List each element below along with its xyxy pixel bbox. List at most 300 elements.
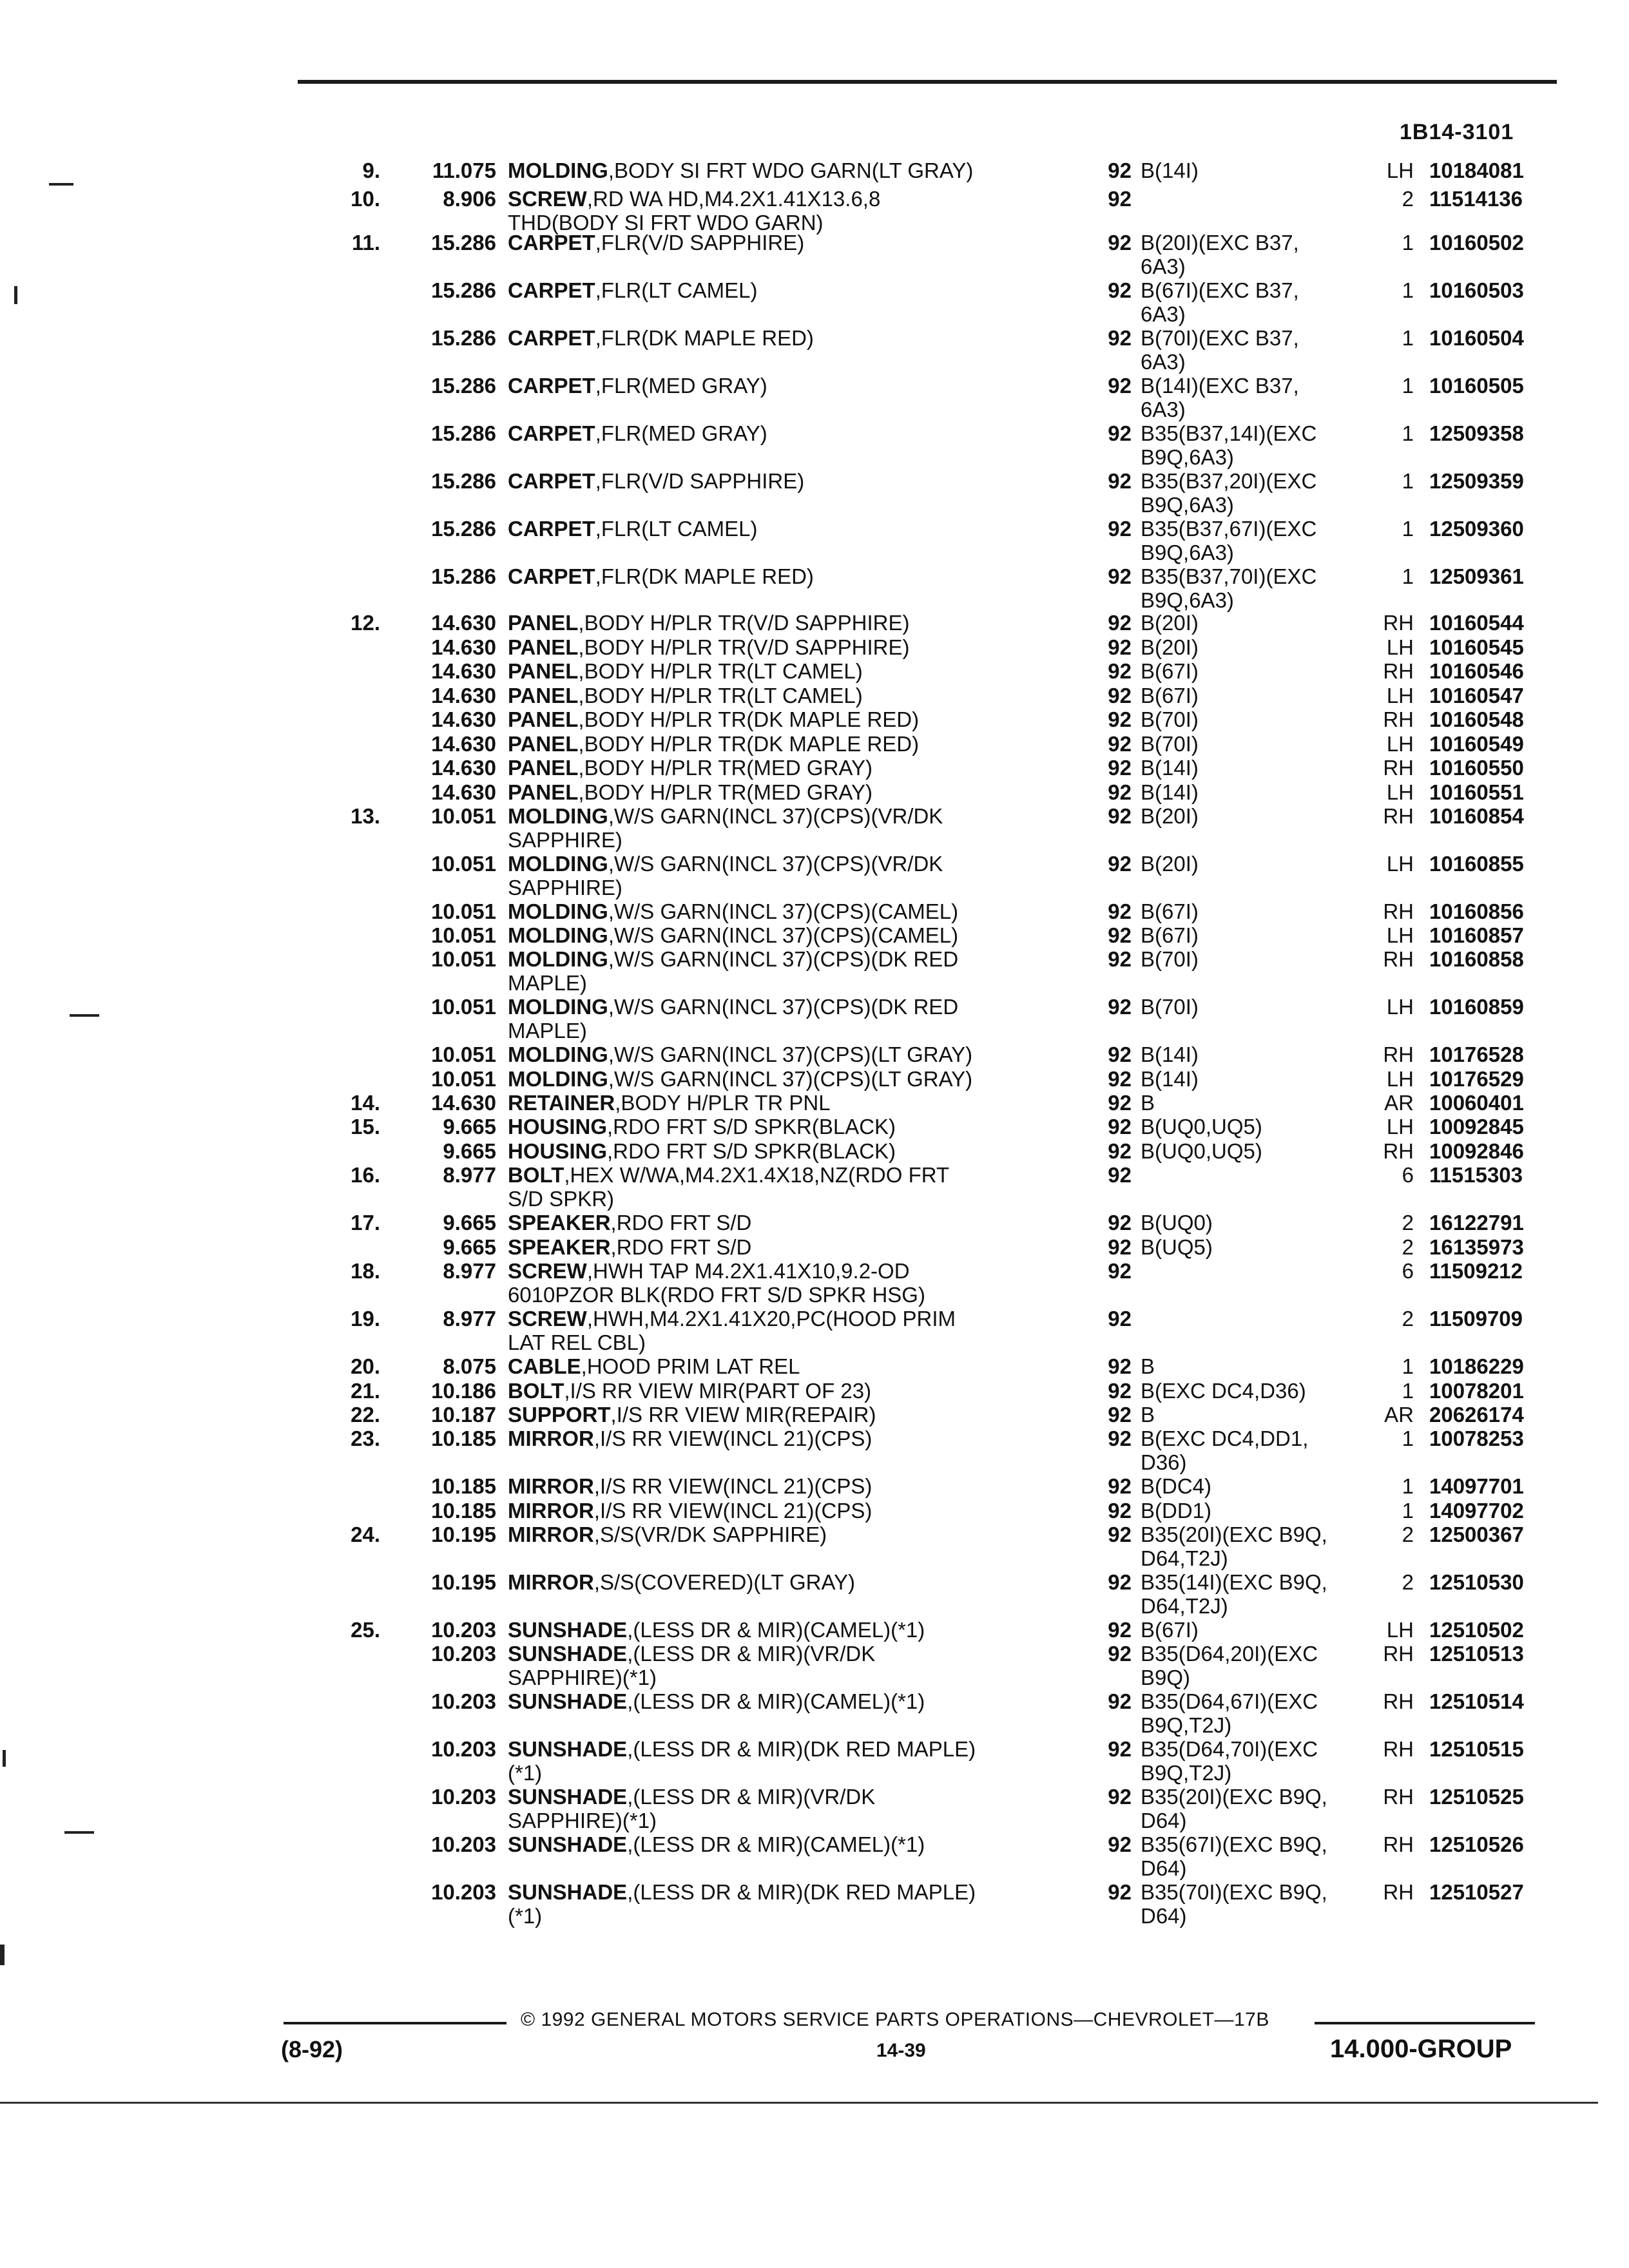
part-detail: ,BODY SI FRT WDO GARN(LT GRAY): [608, 159, 974, 182]
part-number: 10160547: [1429, 684, 1524, 707]
part-name: SUNSHADE: [508, 1832, 628, 1856]
part-number: 10160545: [1429, 635, 1524, 659]
part-name: PANEL: [508, 780, 579, 804]
part-name: MOLDING: [508, 159, 608, 182]
part-name: PANEL: [508, 635, 579, 659]
application: B(67I): [1141, 659, 1199, 683]
part-name: SUNSHADE: [508, 1689, 628, 1713]
model-year: 92: [1108, 923, 1132, 947]
model-year: 92: [1108, 1043, 1132, 1066]
model-year: 92: [1108, 684, 1132, 707]
quantity: LH: [1386, 684, 1414, 707]
part-description: [508, 1067, 972, 1091]
part-description-continued: SAPPHIRE)(*1): [508, 1666, 657, 1689]
quantity: RH: [1383, 1043, 1414, 1066]
item-number: 19.: [351, 1307, 380, 1331]
application-continued: B9Q): [1141, 1666, 1191, 1689]
part-name: CARPET: [508, 421, 595, 445]
part-description-continued: SAPPHIRE)(*1): [508, 1809, 657, 1832]
quantity: 1: [1402, 469, 1414, 493]
quantity: 2: [1402, 1523, 1414, 1546]
part-detail: ,W/S GARN(INCL 37)(CPS)(DK RED: [608, 995, 959, 1019]
quantity: 1: [1402, 1427, 1414, 1450]
part-detail: ,(LESS DR & MIR)(CAMEL)(*1): [627, 1832, 925, 1856]
part-detail: ,W/S GARN(INCL 37)(CPS)(LT GRAY): [608, 1067, 973, 1091]
part-detail: ,W/S GARN(INCL 37)(CPS)(DK RED: [608, 947, 959, 971]
item-number: 10.: [351, 187, 380, 211]
item-number: 23.: [351, 1427, 380, 1450]
part-description-continued: (*1): [508, 1904, 543, 1928]
group-number: 9.665: [443, 1211, 496, 1235]
part-number: 10160502: [1429, 231, 1524, 255]
application: B(14I): [1141, 780, 1199, 804]
part-number: 10160546: [1429, 659, 1524, 683]
part-description: [508, 732, 919, 756]
part-description: [508, 159, 973, 182]
application-continued: B9Q,6A3): [1141, 541, 1234, 564]
part-detail: ,(LESS DR & MIR)(VR/DK: [627, 1785, 876, 1809]
part-detail: ,W/S GARN(INCL 37)(CPS)(CAMEL): [608, 899, 959, 923]
item-number: 20.: [351, 1354, 380, 1378]
part-detail: ,HWH TAP M4.2X1.41X10,9.2-OD: [586, 1259, 910, 1283]
quantity: 1: [1402, 278, 1414, 302]
part-detail: ,FLR(MED GRAY): [595, 421, 767, 445]
footer-rule-left: [284, 2022, 506, 2024]
model-year: 92: [1108, 1880, 1132, 1904]
part-detail: ,I/S RR VIEW MIR(REPAIR): [610, 1403, 876, 1427]
part-description: [508, 1163, 949, 1187]
binding-mark: [14, 286, 17, 304]
group-number: 10.195: [431, 1570, 496, 1594]
group-number: 8.906: [443, 187, 496, 211]
group-number: 14.630: [431, 732, 496, 756]
quantity: RH: [1383, 1642, 1414, 1666]
part-description: [508, 780, 872, 804]
part-detail: ,BODY H/PLR TR(MED GRAY): [578, 756, 872, 780]
group-number: 10.203: [431, 1880, 496, 1904]
part-name: MOLDING: [508, 852, 608, 876]
group-number: 15.286: [431, 374, 496, 398]
part-number: 10160858: [1429, 947, 1524, 971]
model-year: 92: [1108, 1737, 1132, 1761]
part-description: [508, 899, 958, 923]
model-year: 92: [1108, 564, 1132, 588]
quantity: 2: [1402, 187, 1414, 211]
model-year: 92: [1108, 1139, 1132, 1163]
item-number: 12.: [351, 611, 380, 635]
quantity: RH: [1383, 756, 1414, 780]
quantity: 1: [1402, 231, 1414, 255]
part-detail: ,RD WA HD,M4.2X1.41X13.6,8: [586, 187, 881, 211]
quantity: 1: [1402, 1379, 1414, 1403]
model-year: 92: [1108, 469, 1132, 493]
model-year: 92: [1108, 187, 1132, 211]
application: B35(B37,14I)(EXC: [1141, 421, 1317, 445]
part-number: 11514136: [1429, 187, 1523, 211]
part-name: SCREW: [508, 1307, 587, 1331]
item-number: 22.: [351, 1403, 380, 1427]
group-number: 10.186: [431, 1379, 496, 1403]
application: B(UQ5): [1141, 1235, 1213, 1259]
part-detail: ,FLR(V/D SAPPHIRE): [595, 231, 805, 255]
model-year: 92: [1108, 1403, 1132, 1427]
part-detail: ,I/S RR VIEW(INCL 21)(CPS): [593, 1474, 872, 1498]
group-number: 8.075: [443, 1354, 496, 1378]
part-detail: ,W/S GARN(INCL 37)(CPS)(VR/DK: [608, 804, 943, 828]
part-name: HOUSING: [508, 1139, 608, 1163]
part-number: 10092845: [1429, 1115, 1524, 1139]
application: B(20I): [1141, 852, 1199, 876]
group-number: 8.977: [443, 1307, 496, 1331]
quantity: LH: [1386, 852, 1414, 876]
group-number: 15.286: [431, 278, 496, 302]
model-year: 92: [1108, 1235, 1132, 1259]
part-number: 10160551: [1429, 780, 1524, 804]
application: B35(20I)(EXC B9Q,: [1141, 1785, 1327, 1809]
model-year: 92: [1108, 1499, 1132, 1523]
quantity: RH: [1383, 707, 1414, 731]
item-number: 16.: [351, 1163, 380, 1187]
application: B(67I): [1141, 899, 1199, 923]
part-number: 10160550: [1429, 756, 1524, 780]
part-detail: ,HOOD PRIM LAT REL: [581, 1354, 800, 1378]
application: B(14I): [1141, 159, 1199, 182]
model-year: 92: [1108, 635, 1132, 659]
group-number: 15.286: [431, 231, 496, 255]
application: B(70I): [1141, 707, 1199, 731]
part-name: BOLT: [508, 1379, 564, 1403]
application: B(14I): [1141, 756, 1199, 780]
part-name: SCREW: [508, 187, 587, 211]
application: B(14I): [1141, 1067, 1199, 1091]
part-number: 10160855: [1429, 852, 1524, 876]
part-detail: ,(LESS DR & MIR)(DK RED MAPLE): [627, 1737, 976, 1761]
part-detail: ,(LESS DR & MIR)(CAMEL)(*1): [627, 1618, 925, 1642]
model-year: 92: [1108, 1523, 1132, 1546]
part-description: [508, 1043, 972, 1066]
part-name: PANEL: [508, 756, 579, 780]
application: B(EXC DC4,D36): [1141, 1379, 1306, 1403]
part-detail: ,RDO FRT S/D: [610, 1211, 752, 1235]
part-number: 10160856: [1429, 899, 1524, 923]
part-description: [508, 1570, 855, 1594]
part-description-continued: SAPPHIRE): [508, 828, 622, 852]
application-continued: D64): [1141, 1809, 1187, 1832]
item-number: 9.: [362, 159, 380, 182]
part-name: MOLDING: [508, 804, 608, 828]
part-number: 12510527: [1429, 1880, 1524, 1904]
application-continued: B9Q,6A3): [1141, 588, 1234, 612]
quantity: RH: [1383, 659, 1414, 683]
part-name: SUNSHADE: [508, 1785, 628, 1809]
part-number: 10078253: [1429, 1427, 1524, 1450]
binding-mark: [64, 1831, 94, 1834]
part-number: 12510525: [1429, 1785, 1524, 1809]
application-continued: D64): [1141, 1904, 1187, 1928]
part-description: [508, 1832, 925, 1856]
group-number: 14.630: [431, 780, 496, 804]
model-year: 92: [1108, 995, 1132, 1019]
part-detail: ,RDO FRT S/D SPKR(BLACK): [607, 1139, 896, 1163]
model-year: 92: [1108, 374, 1132, 398]
part-number: 10160504: [1429, 326, 1524, 350]
footer-date: (8-92): [281, 2036, 343, 2062]
item-number: 24.: [351, 1523, 380, 1546]
model-year: 92: [1108, 1427, 1132, 1450]
part-description: [508, 923, 958, 947]
quantity: RH: [1383, 611, 1414, 635]
application: B(67I): [1141, 684, 1199, 707]
quantity: 6: [1402, 1259, 1414, 1283]
model-year: 92: [1108, 1618, 1132, 1642]
model-year: 92: [1108, 852, 1132, 876]
item-number: 18.: [351, 1259, 380, 1283]
part-detail: ,FLR(DK MAPLE RED): [595, 326, 814, 350]
part-name: MIRROR: [508, 1570, 594, 1594]
part-number: 11509212: [1429, 1259, 1523, 1283]
part-name: CARPET: [508, 517, 595, 541]
group-number: 15.286: [431, 421, 496, 445]
part-description: [508, 469, 804, 493]
part-number: 10078201: [1429, 1379, 1524, 1403]
group-number: 10.051: [431, 1043, 496, 1066]
part-detail: ,I/S RR VIEW(INCL 21)(CPS): [593, 1427, 872, 1450]
part-detail: ,RDO FRT S/D: [610, 1235, 752, 1259]
part-description-continued: 6010PZOR BLK(RDO FRT S/D SPKR HSG): [508, 1283, 925, 1307]
footer-group: 14.000-GROUP: [1330, 2035, 1512, 2063]
item-number: 11.: [351, 231, 380, 255]
quantity: 2: [1402, 1211, 1414, 1235]
part-number: 10160548: [1429, 707, 1524, 731]
part-name: HOUSING: [508, 1115, 608, 1139]
part-description: [508, 1379, 871, 1403]
part-detail: ,(LESS DR & MIR)(DK RED MAPLE): [627, 1880, 976, 1904]
group-number: 14.630: [431, 756, 496, 780]
application-continued: D64): [1141, 1856, 1187, 1880]
group-number: 10.195: [431, 1523, 496, 1546]
part-description-continued: S/D SPKR): [508, 1187, 615, 1211]
model-year: 92: [1108, 1832, 1132, 1856]
quantity: RH: [1383, 1139, 1414, 1163]
model-year: 92: [1108, 1354, 1132, 1378]
application-continued: D64,T2J): [1141, 1546, 1228, 1570]
model-year: 92: [1108, 804, 1132, 828]
quantity: 1: [1402, 564, 1414, 588]
application-continued: 6A3): [1141, 255, 1186, 278]
part-detail: ,FLR(DK MAPLE RED): [595, 564, 814, 588]
part-description: [508, 1259, 910, 1283]
part-number: 11509709: [1429, 1307, 1523, 1331]
quantity: RH: [1383, 947, 1414, 971]
quantity: 1: [1402, 374, 1414, 398]
part-name: CARPET: [508, 326, 595, 350]
binding-mark: [70, 1014, 99, 1017]
part-number: 14097701: [1429, 1474, 1524, 1498]
part-name: SUNSHADE: [508, 1880, 628, 1904]
application: B(14I): [1141, 1043, 1199, 1066]
application: B(70I): [1141, 947, 1199, 971]
model-year: 92: [1108, 421, 1132, 445]
group-number: 15.286: [431, 326, 496, 350]
group-number: 10.203: [431, 1689, 496, 1713]
application: B: [1141, 1354, 1155, 1378]
model-year: 92: [1108, 1689, 1132, 1713]
part-number: 10160505: [1429, 374, 1524, 398]
model-year: 92: [1108, 1163, 1132, 1187]
part-description: [508, 1689, 925, 1713]
application: B(20I)(EXC B37,: [1141, 231, 1299, 255]
application: B(UQ0,UQ5): [1141, 1115, 1262, 1139]
part-detail: ,FLR(MED GRAY): [595, 374, 767, 398]
part-detail: ,(LESS DR & MIR)(CAMEL)(*1): [627, 1689, 925, 1713]
application: B35(67I)(EXC B9Q,: [1141, 1832, 1327, 1856]
application: B(70I): [1141, 732, 1199, 756]
application: B(DC4): [1141, 1474, 1212, 1498]
part-description-continued: MAPLE): [508, 971, 587, 995]
part-description: [508, 1880, 976, 1904]
model-year: 92: [1108, 1259, 1132, 1283]
part-name: MOLDING: [508, 995, 608, 1019]
model-year: 92: [1108, 1570, 1132, 1594]
application-continued: B9Q,6A3): [1141, 493, 1234, 517]
part-number: 10184081: [1429, 159, 1524, 182]
part-description: [508, 995, 958, 1019]
quantity: LH: [1386, 995, 1414, 1019]
application: B: [1141, 1091, 1155, 1115]
application: B35(B37,20I)(EXC: [1141, 469, 1317, 493]
part-detail: ,BODY H/PLR TR PNL: [615, 1091, 831, 1115]
quantity: RH: [1383, 1785, 1414, 1809]
part-description-continued: THD(BODY SI FRT WDO GARN): [508, 211, 824, 235]
quantity: RH: [1383, 1832, 1414, 1856]
quantity: 1: [1402, 1474, 1414, 1498]
part-name: PANEL: [508, 659, 579, 683]
quantity: LH: [1386, 159, 1414, 182]
binding-mark: [49, 183, 73, 186]
group-number: 9.665: [443, 1139, 496, 1163]
part-description: [508, 947, 958, 971]
item-number: 25.: [351, 1618, 380, 1642]
part-number: 10176529: [1429, 1067, 1524, 1091]
part-detail: ,BODY H/PLR TR(MED GRAY): [578, 780, 872, 804]
part-detail: ,BODY H/PLR TR(LT CAMEL): [578, 659, 863, 683]
part-name: SUPPORT: [508, 1403, 611, 1427]
binding-mark: [0, 1945, 5, 1965]
part-name: CABLE: [508, 1354, 581, 1378]
application-continued: D36): [1141, 1450, 1187, 1474]
group-number: 8.977: [443, 1163, 496, 1187]
part-name: MIRROR: [508, 1523, 594, 1546]
group-number: 10.051: [431, 1067, 496, 1091]
model-year: 92: [1108, 947, 1132, 971]
part-number: 10092846: [1429, 1139, 1524, 1163]
application: B35(D64,20I)(EXC: [1141, 1642, 1318, 1666]
application-continued: 6A3): [1141, 398, 1186, 421]
quantity: RH: [1383, 1689, 1414, 1713]
part-number: 10160859: [1429, 995, 1524, 1019]
application-continued: 6A3): [1141, 350, 1186, 374]
part-description: [508, 1737, 976, 1761]
part-description: [508, 635, 909, 659]
part-description: [508, 1427, 872, 1450]
part-name: SPEAKER: [508, 1235, 611, 1259]
part-description: [508, 659, 863, 683]
part-description: [508, 684, 863, 707]
quantity: LH: [1386, 635, 1414, 659]
part-detail: ,BODY H/PLR TR(LT CAMEL): [578, 684, 863, 707]
group-number: 10.203: [431, 1785, 496, 1809]
application: B(EXC DC4,DD1,: [1141, 1427, 1309, 1450]
part-name: MOLDING: [508, 1043, 608, 1066]
part-number: 10186229: [1429, 1354, 1524, 1378]
quantity: LH: [1386, 923, 1414, 947]
item-number: 21.: [351, 1379, 380, 1403]
part-number: 12509360: [1429, 517, 1524, 541]
part-description: [508, 1139, 896, 1163]
model-year: 92: [1108, 899, 1132, 923]
part-description: [508, 421, 767, 445]
model-year: 92: [1108, 659, 1132, 683]
part-number: 12510515: [1429, 1737, 1524, 1761]
part-number: 12510513: [1429, 1642, 1524, 1666]
part-name: CARPET: [508, 564, 595, 588]
quantity: RH: [1383, 1880, 1414, 1904]
part-number: 10060401: [1429, 1091, 1524, 1115]
part-name: SUNSHADE: [508, 1618, 628, 1642]
part-name: SUNSHADE: [508, 1642, 628, 1666]
part-name: PANEL: [508, 684, 579, 707]
group-number: 10.051: [431, 995, 496, 1019]
application: B35(D64,70I)(EXC: [1141, 1737, 1318, 1761]
part-description: [508, 852, 943, 876]
page-code: 1B14-3101: [1400, 120, 1514, 144]
quantity: 2: [1402, 1235, 1414, 1259]
model-year: 92: [1108, 1474, 1132, 1498]
part-description: [508, 1211, 751, 1235]
group-number: 10.185: [431, 1427, 496, 1450]
group-number: 9.665: [443, 1235, 496, 1259]
application: B35(14I)(EXC B9Q,: [1141, 1570, 1327, 1594]
model-year: 92: [1108, 159, 1132, 182]
application-continued: D64,T2J): [1141, 1594, 1228, 1618]
application: B(20I): [1141, 804, 1199, 828]
part-description: [508, 278, 758, 302]
part-number: 16122791: [1429, 1211, 1524, 1235]
group-number: 10.051: [431, 852, 496, 876]
part-name: PANEL: [508, 611, 579, 635]
model-year: 92: [1108, 1642, 1132, 1666]
footer-copyright: © 1992 GENERAL MOTORS SERVICE PARTS OPERATIONS—CHEVROLET—17B: [521, 2009, 1269, 2030]
item-number: 15.: [351, 1115, 380, 1139]
binding-mark: [3, 1750, 6, 1767]
application: B35(B37,67I)(EXC: [1141, 517, 1317, 541]
part-detail: ,HEX W/WA,M4.2X1.4X18,NZ(RDO FRT: [564, 1163, 950, 1187]
application: B35(B37,70I)(EXC: [1141, 564, 1317, 588]
part-number: 12509359: [1429, 469, 1524, 493]
application: B(20I): [1141, 611, 1199, 635]
footer-rule-right: [1315, 2022, 1535, 2024]
part-detail: ,HWH,M4.2X1.41X20,PC(HOOD PRIM: [586, 1307, 956, 1331]
part-description: [508, 1499, 872, 1523]
part-description: [508, 611, 909, 635]
part-detail: ,BODY H/PLR TR(DK MAPLE RED): [578, 707, 920, 731]
part-number: 10160544: [1429, 611, 1524, 635]
application: B(UQ0): [1141, 1211, 1213, 1235]
part-name: CARPET: [508, 278, 595, 302]
part-description: [508, 1618, 925, 1642]
bottom-rule: [0, 2102, 1598, 2104]
part-name: MOLDING: [508, 899, 608, 923]
